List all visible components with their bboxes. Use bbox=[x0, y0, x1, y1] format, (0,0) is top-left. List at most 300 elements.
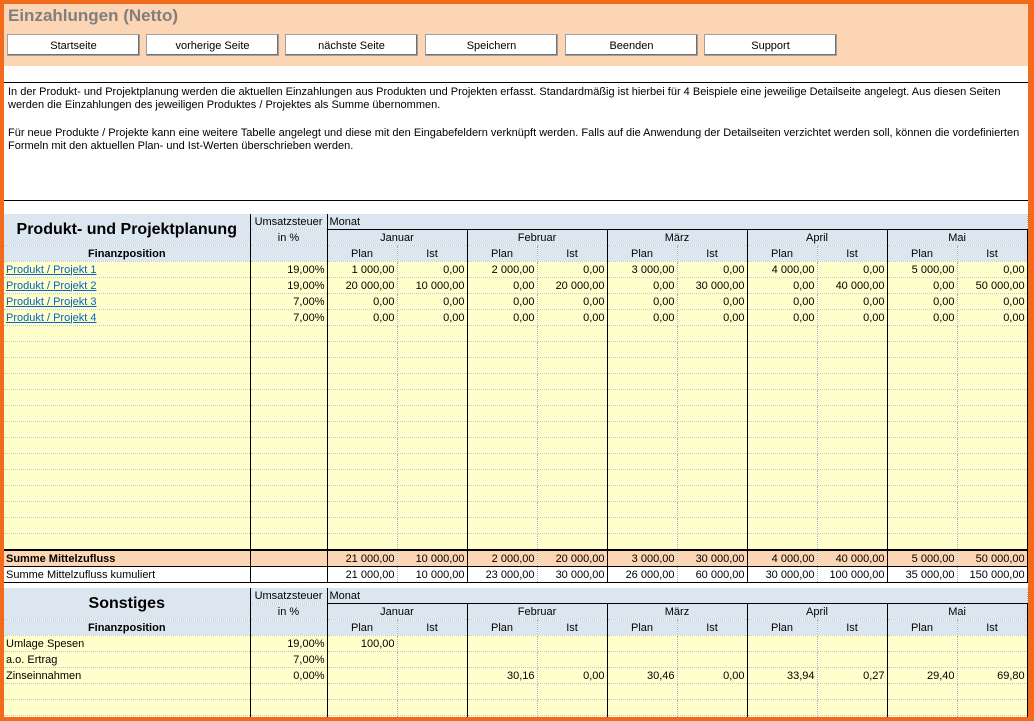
empty-cell[interactable] bbox=[397, 518, 467, 534]
plan-value-cell[interactable]: 0,00 bbox=[747, 294, 817, 310]
empty-cell[interactable] bbox=[817, 716, 887, 718]
ist-value-cell[interactable]: 0,00 bbox=[537, 310, 607, 326]
plan-value-cell[interactable] bbox=[747, 652, 817, 668]
empty-cell[interactable] bbox=[957, 374, 1027, 390]
ist-value-cell[interactable]: 0,00 bbox=[817, 262, 887, 278]
empty-cell[interactable] bbox=[467, 406, 537, 422]
empty-cell[interactable] bbox=[4, 454, 250, 470]
empty-cell[interactable] bbox=[747, 438, 817, 454]
section-title: Produkt- und Projektplanung bbox=[4, 214, 250, 246]
empty-cell[interactable] bbox=[537, 502, 607, 518]
empty-cell[interactable] bbox=[817, 502, 887, 518]
empty-cell[interactable] bbox=[250, 716, 327, 718]
empty-cell[interactable] bbox=[250, 374, 327, 390]
ist-value-cell[interactable]: 50 000,00 bbox=[957, 278, 1027, 294]
empty-cell[interactable] bbox=[397, 502, 467, 518]
plan-value-cell[interactable]: 0,00 bbox=[467, 310, 537, 326]
empty-cell[interactable] bbox=[747, 470, 817, 486]
next-page-button[interactable]: nächste Seite bbox=[285, 34, 418, 56]
empty-cell[interactable] bbox=[887, 700, 957, 716]
empty-cell[interactable] bbox=[250, 502, 327, 518]
plan-value-cell[interactable]: 0,00 bbox=[607, 310, 677, 326]
empty-cell[interactable] bbox=[607, 700, 677, 716]
empty-cell[interactable] bbox=[4, 700, 250, 716]
empty-cell[interactable] bbox=[537, 534, 607, 551]
empty-cell[interactable] bbox=[250, 438, 327, 454]
empty-cell[interactable] bbox=[747, 502, 817, 518]
empty-cell[interactable] bbox=[747, 486, 817, 502]
empty-cell[interactable] bbox=[397, 438, 467, 454]
empty-cell[interactable] bbox=[327, 422, 397, 438]
empty-cell[interactable] bbox=[677, 422, 747, 438]
empty-cell[interactable] bbox=[397, 684, 467, 700]
empty-cell[interactable] bbox=[250, 326, 327, 342]
plan-value-cell[interactable]: 0,00 bbox=[467, 278, 537, 294]
empty-cell[interactable] bbox=[747, 342, 817, 358]
header-row bbox=[4, 214, 1027, 230]
empty-cell[interactable] bbox=[467, 438, 537, 454]
empty-cell[interactable] bbox=[467, 374, 537, 390]
empty-cell[interactable] bbox=[817, 438, 887, 454]
ist-value-cell[interactable] bbox=[397, 636, 467, 652]
empty-cell[interactable] bbox=[887, 534, 957, 551]
plan-value-cell[interactable]: 30,46 bbox=[607, 668, 677, 684]
plan-value-cell[interactable]: 1 000,00 bbox=[327, 262, 397, 278]
ist-value-cell[interactable]: 0,00 bbox=[677, 294, 747, 310]
empty-cell[interactable] bbox=[467, 454, 537, 470]
empty-cell[interactable] bbox=[327, 486, 397, 502]
empty-cell[interactable] bbox=[607, 374, 677, 390]
empty-cell[interactable] bbox=[677, 374, 747, 390]
startseite-button[interactable]: Startseite bbox=[7, 34, 140, 56]
tax-rate-cell[interactable]: 0,00% bbox=[250, 668, 327, 684]
empty-cell[interactable] bbox=[887, 454, 957, 470]
empty-cell[interactable] bbox=[607, 502, 677, 518]
empty-cell[interactable] bbox=[397, 534, 467, 551]
ist-value-cell[interactable] bbox=[397, 652, 467, 668]
empty-cell[interactable] bbox=[537, 684, 607, 700]
finanzposition-cell[interactable] bbox=[4, 262, 250, 278]
empty-cell[interactable] bbox=[4, 534, 250, 551]
empty-cell[interactable] bbox=[677, 700, 747, 716]
empty-cell[interactable] bbox=[747, 406, 817, 422]
empty-cell[interactable] bbox=[887, 358, 957, 374]
empty-cell[interactable] bbox=[957, 470, 1027, 486]
empty-cell[interactable] bbox=[957, 700, 1027, 716]
empty-cell[interactable] bbox=[397, 326, 467, 342]
empty-cell[interactable] bbox=[397, 422, 467, 438]
empty-cell[interactable] bbox=[887, 470, 957, 486]
ist-value-cell[interactable] bbox=[677, 652, 747, 668]
empty-cell[interactable] bbox=[250, 486, 327, 502]
project-link[interactable]: Produkt / Projekt 1 bbox=[6, 263, 97, 276]
empty-cell[interactable] bbox=[250, 470, 327, 486]
empty-cell[interactable] bbox=[817, 534, 887, 551]
empty-cell[interactable] bbox=[677, 454, 747, 470]
empty-cell[interactable] bbox=[537, 700, 607, 716]
empty-cell[interactable] bbox=[467, 470, 537, 486]
empty-cell[interactable] bbox=[467, 342, 537, 358]
empty-cell[interactable] bbox=[817, 486, 887, 502]
empty-cell[interactable] bbox=[607, 390, 677, 406]
empty-cell[interactable] bbox=[817, 374, 887, 390]
empty-cell[interactable] bbox=[250, 358, 327, 374]
empty-cell[interactable] bbox=[250, 342, 327, 358]
ist-value-cell[interactable]: 0,00 bbox=[397, 262, 467, 278]
plan-value-cell[interactable] bbox=[327, 652, 397, 668]
ist-value-cell[interactable]: 0,00 bbox=[537, 262, 607, 278]
ist-value-cell[interactable]: 0,00 bbox=[537, 294, 607, 310]
empty-cell[interactable] bbox=[4, 406, 250, 422]
ist-value-cell[interactable]: 40 000,00 bbox=[817, 278, 887, 294]
empty-cell[interactable] bbox=[467, 326, 537, 342]
ist-value-cell[interactable]: 0,27 bbox=[817, 668, 887, 684]
empty-cell[interactable] bbox=[677, 342, 747, 358]
plan-value-cell[interactable]: 0,00 bbox=[607, 278, 677, 294]
ist-value-cell[interactable]: 0,00 bbox=[537, 668, 607, 684]
empty-cell[interactable] bbox=[677, 358, 747, 374]
ist-value-cell[interactable]: 0,00 bbox=[397, 310, 467, 326]
empty-cell[interactable] bbox=[817, 326, 887, 342]
empty-cell[interactable] bbox=[537, 470, 607, 486]
ist-value-cell[interactable]: 0,00 bbox=[957, 294, 1027, 310]
ist-value-cell[interactable]: 0,00 bbox=[677, 310, 747, 326]
empty-cell[interactable] bbox=[397, 700, 467, 716]
finanzposition-cell[interactable] bbox=[4, 294, 250, 310]
empty-cell[interactable] bbox=[677, 470, 747, 486]
tax-rate-cell[interactable]: 7,00% bbox=[250, 652, 327, 668]
empty-cell[interactable] bbox=[817, 470, 887, 486]
empty-cell[interactable] bbox=[327, 342, 397, 358]
empty-cell[interactable] bbox=[957, 390, 1027, 406]
empty-cell[interactable] bbox=[467, 358, 537, 374]
empty-cell[interactable] bbox=[817, 518, 887, 534]
empty-cell[interactable] bbox=[537, 390, 607, 406]
empty-cell[interactable] bbox=[397, 374, 467, 390]
empty-cell[interactable] bbox=[250, 700, 327, 716]
tax-rate-cell[interactable]: 7,00% bbox=[250, 310, 327, 326]
empty-cell[interactable] bbox=[607, 358, 677, 374]
ist-value-cell[interactable]: 0,00 bbox=[957, 262, 1027, 278]
empty-cell[interactable] bbox=[817, 422, 887, 438]
empty-cell[interactable] bbox=[887, 374, 957, 390]
empty-cell[interactable] bbox=[537, 716, 607, 718]
tax-rate-cell[interactable]: 19,00% bbox=[250, 278, 327, 294]
ist-value-cell[interactable] bbox=[537, 652, 607, 668]
tax-rate-cell[interactable]: 19,00% bbox=[250, 636, 327, 652]
empty-cell[interactable] bbox=[817, 454, 887, 470]
empty-cell[interactable] bbox=[887, 518, 957, 534]
empty-cell[interactable] bbox=[397, 342, 467, 358]
empty-cell[interactable] bbox=[467, 390, 537, 406]
ist-value-cell[interactable]: 69,80 bbox=[957, 668, 1027, 684]
empty-cell[interactable] bbox=[887, 486, 957, 502]
plan-value-cell[interactable]: 5 000,00 bbox=[887, 262, 957, 278]
ist-value-cell[interactable]: 20 000,00 bbox=[537, 278, 607, 294]
empty-cell[interactable] bbox=[467, 486, 537, 502]
project-link[interactable]: Produkt / Projekt 2 bbox=[6, 279, 97, 292]
empty-cell[interactable] bbox=[957, 518, 1027, 534]
plan-value-cell[interactable]: 0,00 bbox=[747, 278, 817, 294]
empty-cell[interactable] bbox=[607, 534, 677, 551]
empty-cell[interactable] bbox=[677, 684, 747, 700]
empty-cell[interactable] bbox=[537, 486, 607, 502]
empty-cell[interactable] bbox=[957, 502, 1027, 518]
empty-cell[interactable] bbox=[957, 684, 1027, 700]
plan-value-cell[interactable]: 0,00 bbox=[327, 294, 397, 310]
finanzposition-cell[interactable] bbox=[4, 310, 250, 326]
empty-cell[interactable] bbox=[887, 326, 957, 342]
plan-value-cell[interactable]: 4 000,00 bbox=[747, 262, 817, 278]
save-button[interactable]: Speichern bbox=[425, 34, 558, 56]
plan-value-cell[interactable]: 0,00 bbox=[887, 278, 957, 294]
empty-cell[interactable] bbox=[887, 342, 957, 358]
empty-cell[interactable] bbox=[467, 422, 537, 438]
empty-cell[interactable] bbox=[537, 454, 607, 470]
ist-value-cell[interactable] bbox=[957, 636, 1027, 652]
empty-cell[interactable] bbox=[957, 438, 1027, 454]
empty-cell[interactable] bbox=[887, 684, 957, 700]
plan-value-cell[interactable]: 3 000,00 bbox=[607, 262, 677, 278]
empty-cell[interactable] bbox=[607, 422, 677, 438]
empty-cell[interactable] bbox=[677, 486, 747, 502]
empty-cell[interactable] bbox=[250, 390, 327, 406]
plan-value-cell[interactable] bbox=[887, 652, 957, 668]
project-link[interactable]: Produkt / Projekt 3 bbox=[6, 295, 97, 308]
empty-cell[interactable] bbox=[327, 470, 397, 486]
ist-value-cell[interactable]: 0,00 bbox=[677, 668, 747, 684]
ist-value-cell[interactable] bbox=[397, 668, 467, 684]
empty-cell[interactable] bbox=[747, 374, 817, 390]
plan-value-cell[interactable]: 29,40 bbox=[887, 668, 957, 684]
finanzposition-cell[interactable] bbox=[4, 278, 250, 294]
empty-cell[interactable] bbox=[327, 534, 397, 551]
empty-cell[interactable] bbox=[607, 716, 677, 718]
support-button[interactable]: Support bbox=[704, 34, 837, 56]
empty-cell[interactable] bbox=[397, 390, 467, 406]
empty-cell[interactable] bbox=[327, 700, 397, 716]
empty-cell[interactable] bbox=[327, 374, 397, 390]
empty-cell[interactable] bbox=[250, 684, 327, 700]
empty-cell[interactable] bbox=[607, 518, 677, 534]
empty-cell[interactable] bbox=[250, 454, 327, 470]
empty-cell[interactable] bbox=[327, 716, 397, 718]
empty-cell[interactable] bbox=[250, 518, 327, 534]
empty-cell[interactable] bbox=[607, 438, 677, 454]
empty-cell[interactable] bbox=[467, 716, 537, 718]
empty-cell[interactable] bbox=[607, 486, 677, 502]
ist-value-cell[interactable]: 0,00 bbox=[397, 294, 467, 310]
empty-cell[interactable] bbox=[747, 518, 817, 534]
empty-cell[interactable] bbox=[957, 486, 1027, 502]
ist-value-cell[interactable] bbox=[537, 636, 607, 652]
empty-cell[interactable] bbox=[677, 716, 747, 718]
empty-cell bbox=[250, 620, 327, 636]
empty-cell[interactable] bbox=[327, 454, 397, 470]
empty-cell[interactable] bbox=[327, 406, 397, 422]
empty-cell[interactable] bbox=[747, 454, 817, 470]
empty-cell[interactable] bbox=[397, 486, 467, 502]
empty-cell[interactable] bbox=[537, 374, 607, 390]
plan-value-cell[interactable]: 20 000,00 bbox=[327, 278, 397, 294]
empty-cell[interactable] bbox=[537, 422, 607, 438]
plan-value-cell[interactable]: 0,00 bbox=[887, 294, 957, 310]
empty-cell[interactable] bbox=[747, 390, 817, 406]
empty-cell[interactable] bbox=[677, 502, 747, 518]
empty-cell[interactable] bbox=[327, 502, 397, 518]
empty-cell[interactable] bbox=[4, 518, 250, 534]
empty-cell[interactable] bbox=[467, 684, 537, 700]
empty-cell[interactable] bbox=[327, 438, 397, 454]
empty-cell[interactable] bbox=[607, 406, 677, 422]
empty-cell[interactable] bbox=[957, 422, 1027, 438]
empty-cell[interactable] bbox=[747, 326, 817, 342]
plan-value-cell[interactable]: 0,00 bbox=[467, 294, 537, 310]
empty-cell[interactable] bbox=[537, 358, 607, 374]
empty-cell[interactable] bbox=[327, 326, 397, 342]
empty-cell[interactable] bbox=[397, 454, 467, 470]
plan-value-cell[interactable]: 0,00 bbox=[607, 294, 677, 310]
empty-cell[interactable] bbox=[467, 518, 537, 534]
empty-cell[interactable] bbox=[537, 518, 607, 534]
empty-cell[interactable] bbox=[250, 406, 327, 422]
empty-cell[interactable] bbox=[817, 390, 887, 406]
empty-cell[interactable] bbox=[747, 700, 817, 716]
ist-value-cell[interactable] bbox=[817, 636, 887, 652]
ist-value-cell[interactable]: 0,00 bbox=[817, 310, 887, 326]
empty-cell[interactable] bbox=[747, 422, 817, 438]
ist-value-cell[interactable]: 30 000,00 bbox=[677, 278, 747, 294]
empty-cell[interactable] bbox=[957, 326, 1027, 342]
empty-row bbox=[4, 534, 1027, 551]
empty-cell[interactable] bbox=[537, 438, 607, 454]
previous-page-button[interactable]: vorherige Seite bbox=[146, 34, 279, 56]
empty-cell[interactable] bbox=[817, 684, 887, 700]
empty-cell[interactable] bbox=[747, 358, 817, 374]
empty-cell[interactable] bbox=[677, 406, 747, 422]
empty-cell[interactable] bbox=[397, 358, 467, 374]
plan-value-cell[interactable] bbox=[747, 636, 817, 652]
empty-cell[interactable] bbox=[4, 486, 250, 502]
plan-value-cell[interactable]: 30,16 bbox=[467, 668, 537, 684]
empty-cell[interactable] bbox=[957, 358, 1027, 374]
empty-cell[interactable] bbox=[677, 326, 747, 342]
empty-cell[interactable] bbox=[607, 326, 677, 342]
empty-cell[interactable] bbox=[467, 502, 537, 518]
empty-cell[interactable] bbox=[250, 534, 327, 551]
empty-cell[interactable] bbox=[957, 534, 1027, 551]
empty-cell[interactable] bbox=[747, 534, 817, 551]
empty-cell[interactable] bbox=[4, 438, 250, 454]
empty-cell[interactable] bbox=[4, 326, 250, 342]
project-link[interactable]: Produkt / Projekt 4 bbox=[6, 311, 97, 324]
empty-cell[interactable] bbox=[467, 700, 537, 716]
empty-cell[interactable] bbox=[887, 406, 957, 422]
plan-value-cell[interactable] bbox=[607, 636, 677, 652]
plan-value-cell[interactable] bbox=[467, 652, 537, 668]
plan-value-cell[interactable] bbox=[467, 636, 537, 652]
empty-cell[interactable] bbox=[957, 454, 1027, 470]
empty-cell[interactable] bbox=[887, 422, 957, 438]
ist-value-cell[interactable] bbox=[957, 652, 1027, 668]
empty-cell[interactable] bbox=[817, 700, 887, 716]
empty-cell[interactable] bbox=[4, 390, 250, 406]
plan-value-cell[interactable]: 0,00 bbox=[327, 310, 397, 326]
empty-cell[interactable] bbox=[327, 518, 397, 534]
plan-value-cell[interactable]: 0,00 bbox=[747, 310, 817, 326]
empty-cell[interactable] bbox=[677, 438, 747, 454]
ist-value-cell[interactable]: 0,00 bbox=[677, 262, 747, 278]
empty-cell[interactable] bbox=[747, 716, 817, 718]
plan-value-cell[interactable]: 33,94 bbox=[747, 668, 817, 684]
plan-value-cell[interactable]: 0,00 bbox=[887, 310, 957, 326]
ist-value-cell[interactable]: 10 000,00 bbox=[397, 278, 467, 294]
ist-value-cell[interactable] bbox=[817, 652, 887, 668]
empty-cell[interactable] bbox=[677, 518, 747, 534]
quit-button[interactable]: Beenden bbox=[565, 34, 698, 56]
empty-cell[interactable] bbox=[537, 326, 607, 342]
empty-cell[interactable] bbox=[957, 716, 1027, 718]
tax-rate-cell[interactable]: 7,00% bbox=[250, 294, 327, 310]
empty-cell[interactable] bbox=[817, 342, 887, 358]
empty-cell[interactable] bbox=[327, 358, 397, 374]
empty-cell[interactable] bbox=[4, 502, 250, 518]
empty-cell[interactable] bbox=[4, 684, 250, 700]
empty-cell[interactable] bbox=[537, 406, 607, 422]
plan-value-cell[interactable] bbox=[887, 636, 957, 652]
empty-cell[interactable] bbox=[250, 422, 327, 438]
ist-value-cell[interactable]: 0,00 bbox=[957, 310, 1027, 326]
empty-cell[interactable] bbox=[817, 358, 887, 374]
empty-cell[interactable] bbox=[607, 470, 677, 486]
plan-value-cell[interactable]: 2 000,00 bbox=[467, 262, 537, 278]
empty-cell[interactable] bbox=[467, 534, 537, 551]
empty-cell[interactable] bbox=[4, 374, 250, 390]
empty-cell[interactable] bbox=[4, 470, 250, 486]
plan-value-cell[interactable]: 100,00 bbox=[327, 636, 397, 652]
empty-cell[interactable] bbox=[327, 684, 397, 700]
empty-cell[interactable] bbox=[887, 390, 957, 406]
empty-cell[interactable] bbox=[677, 534, 747, 551]
empty-cell[interactable] bbox=[677, 390, 747, 406]
plan-value-cell[interactable] bbox=[327, 668, 397, 684]
empty-cell[interactable] bbox=[607, 684, 677, 700]
empty-cell[interactable] bbox=[4, 358, 250, 374]
ist-value-cell[interactable] bbox=[677, 636, 747, 652]
empty-cell[interactable] bbox=[957, 342, 1027, 358]
empty-cell[interactable] bbox=[4, 422, 250, 438]
ist-value-cell[interactable]: 0,00 bbox=[817, 294, 887, 310]
empty-cell[interactable] bbox=[607, 454, 677, 470]
tax-rate-cell[interactable]: 19,00% bbox=[250, 262, 327, 278]
empty-cell[interactable] bbox=[327, 390, 397, 406]
empty-cell[interactable] bbox=[4, 342, 250, 358]
empty-cell[interactable] bbox=[397, 470, 467, 486]
empty-cell[interactable] bbox=[397, 716, 467, 718]
month-header: März bbox=[607, 230, 747, 246]
empty-cell[interactable] bbox=[4, 716, 250, 718]
empty-cell[interactable] bbox=[747, 684, 817, 700]
empty-cell[interactable] bbox=[887, 502, 957, 518]
empty-cell[interactable] bbox=[957, 406, 1027, 422]
empty-cell[interactable] bbox=[887, 438, 957, 454]
plan-value-cell[interactable] bbox=[607, 652, 677, 668]
empty-cell[interactable] bbox=[887, 716, 957, 718]
empty-cell[interactable] bbox=[537, 342, 607, 358]
empty-cell[interactable] bbox=[397, 406, 467, 422]
empty-cell[interactable] bbox=[817, 406, 887, 422]
empty-cell[interactable] bbox=[607, 342, 677, 358]
